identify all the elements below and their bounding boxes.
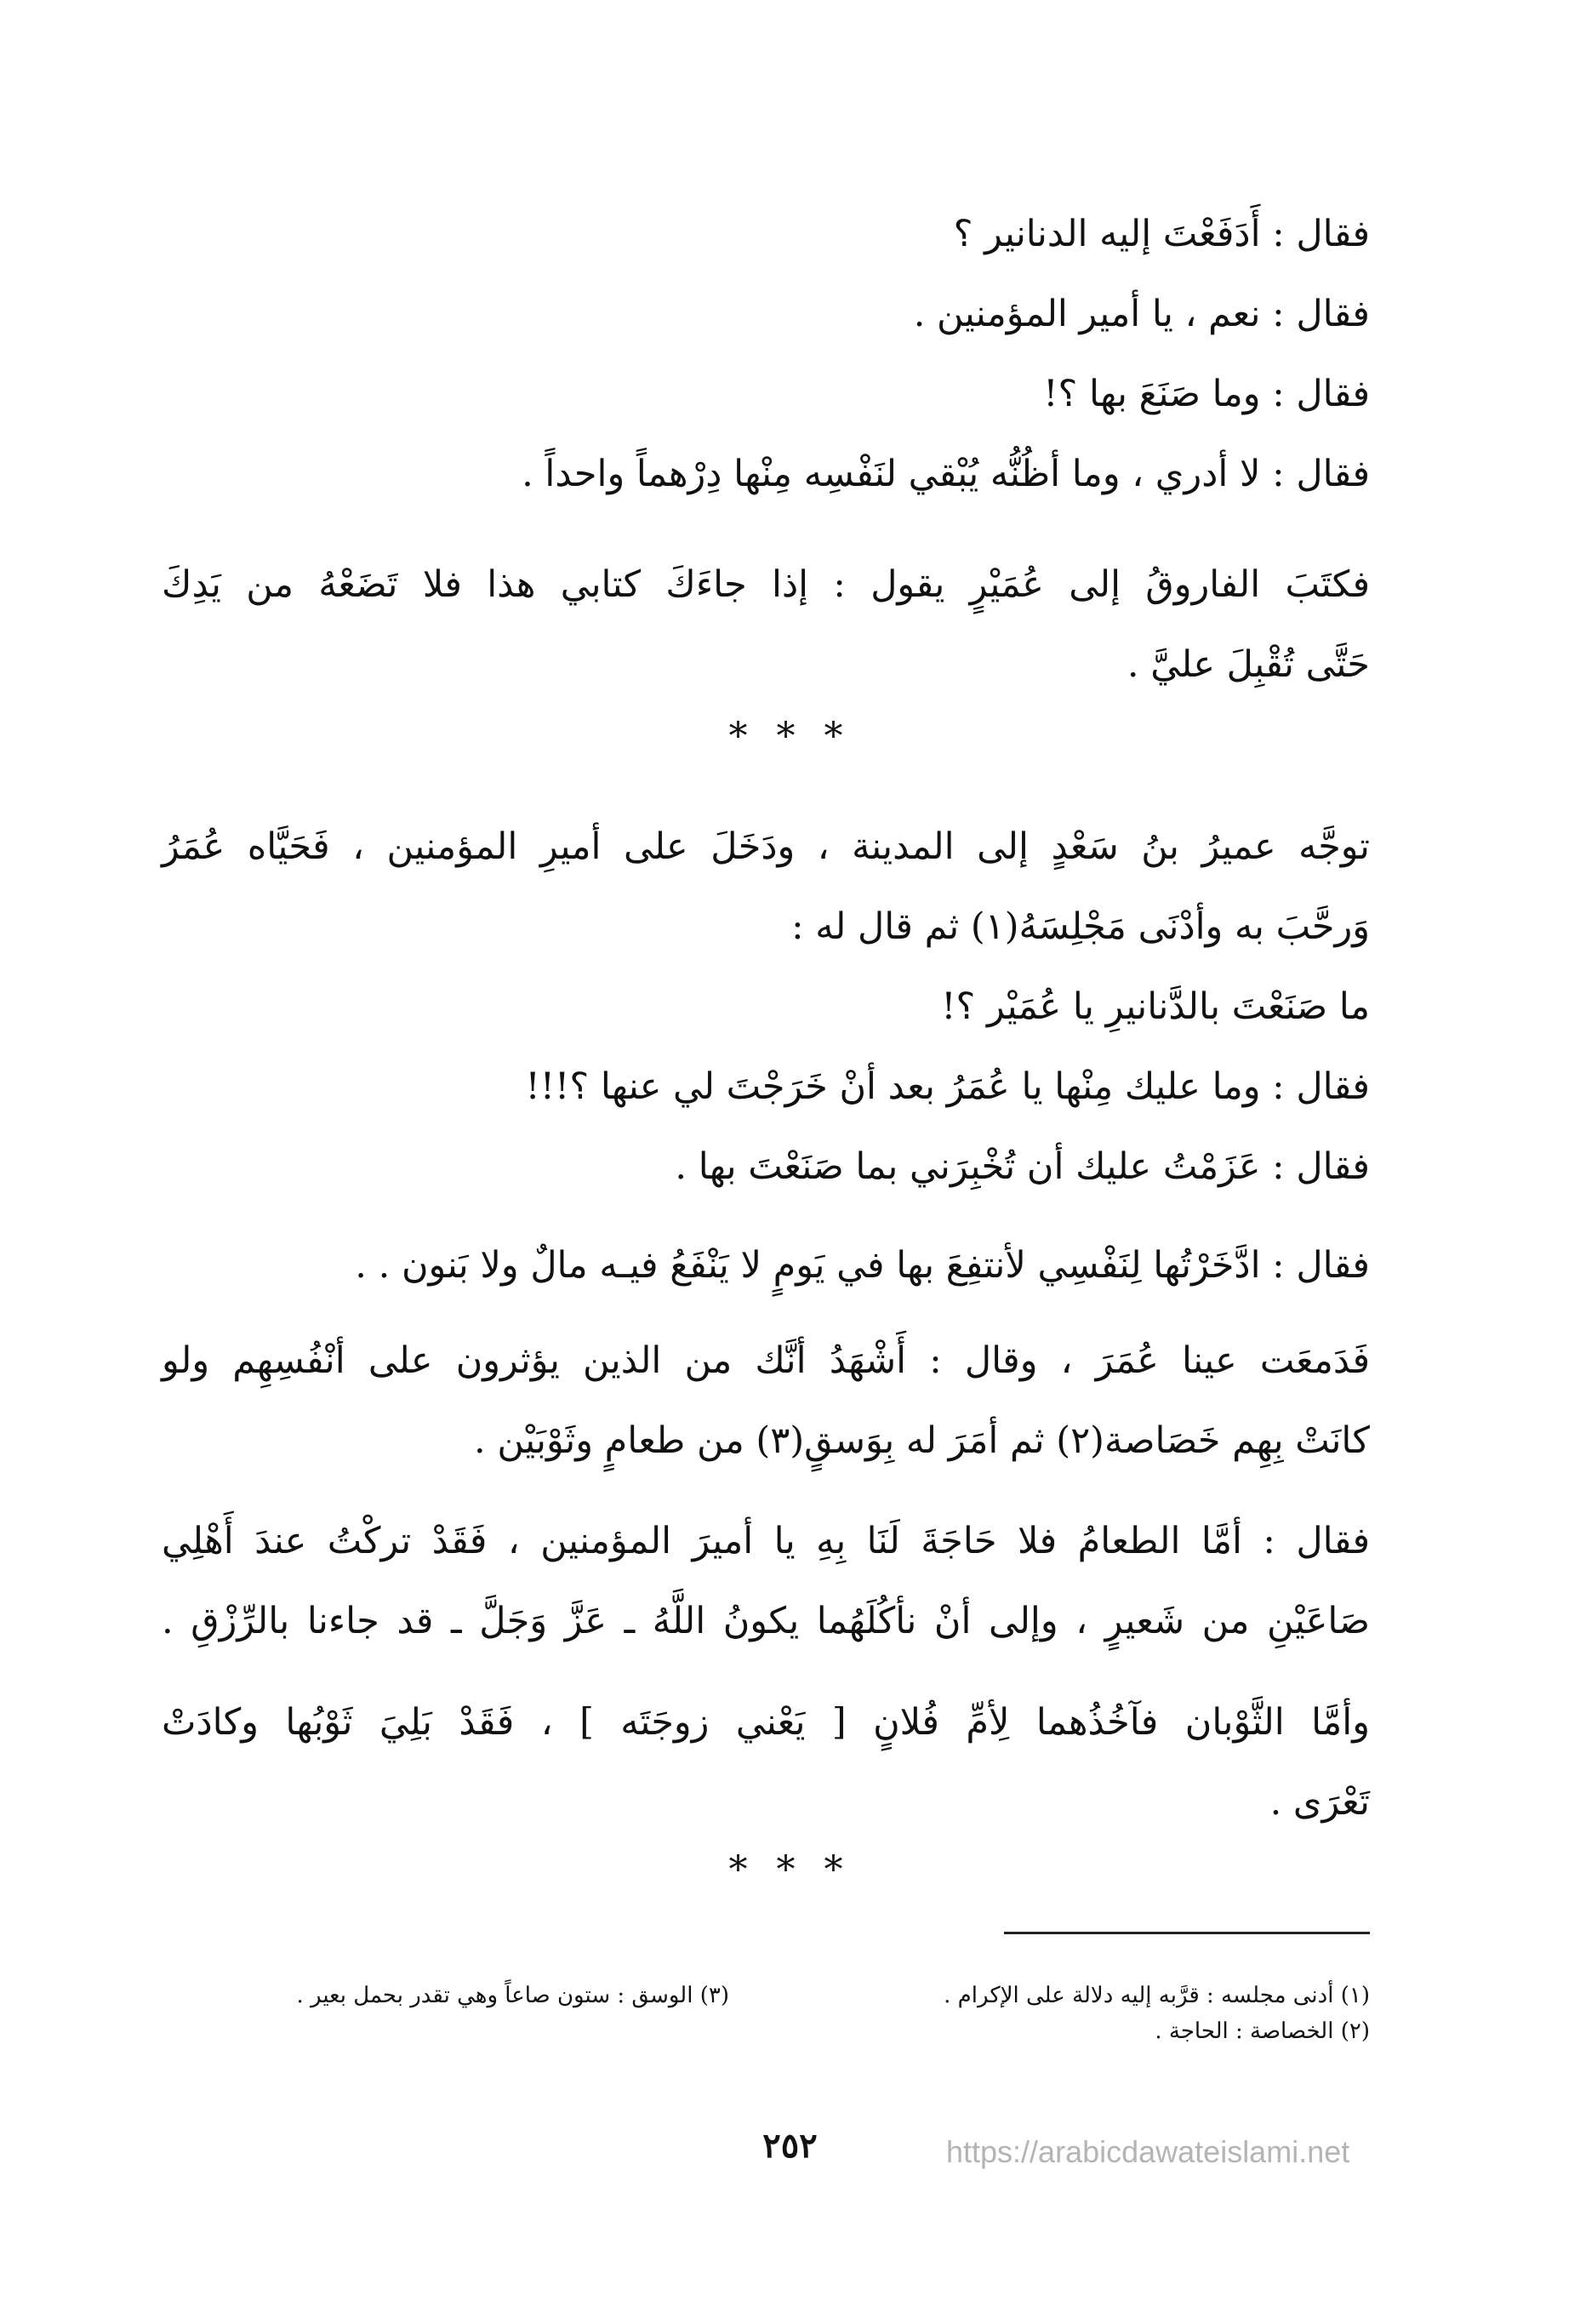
paragraph-garments xyxy=(162,1682,1370,1842)
dialogue-block-1 xyxy=(162,194,1370,514)
section-separator: * * * xyxy=(728,715,852,758)
text-line: توجَّه عميرُ بنُ سَعْدٍ إلى المدينة ، ودَخَلَ على أميرِ المؤمنين ، فَحَيَّاه عُمَرُ xyxy=(162,825,1370,868)
text-line: فَدَمعَت عينا عُمَرَ ، وقال : أَشْهَدُ أنَّك من الذين يؤثرون على أنْفُسِهِم ولو xyxy=(162,1339,1370,1382)
text-line: كانَتْ بِهِم خَصَاصة(٢) ثم أمَرَ له بِوَسقٍ(٣) من طعامٍ وثَوْبَيْن . xyxy=(474,1419,1370,1462)
text-line: فقال : وما صَنَعَ بها ؟! xyxy=(1043,373,1370,415)
footnote-2: (٢) الخصاصة : الحاجة . xyxy=(1155,2019,1370,2044)
paragraph-answer xyxy=(162,1225,1370,1305)
text-line: فقال : عَزَمْتُ عليك أن تُخْبِرَني بما صَنَعْتَ بها . xyxy=(675,1145,1370,1188)
text-line: فقال : أَدَفَعْتَ إليه الدنانير ؟ xyxy=(953,213,1370,255)
footnote-1: (١) أدنى مجلسه : قرَّبه إليه دلالة على الإكرام . xyxy=(944,1983,1370,2008)
paragraph-arrival xyxy=(162,807,1370,1207)
footnote-3: (٣) الوسق : ستون صاعاً وهي تقدر بحمل بعير . xyxy=(296,1983,729,2008)
text-line: صَاعَيْنِ من شَعيرٍ ، وإلى أنْ نأكُلَهُما يكونُ اللَّهُ ـ عَزَّ وَجَلَّ ـ قد جاءنا بالرِّزْقِ . xyxy=(162,1600,1370,1642)
text-line: وأمَّا الثَّوْبان فآخُذُهما لِأمِّ فُلانٍ [ يَعْني زوجَتَه ] ، فَقَدْ بَلِيَ ثَوْبُها وكادَتْ xyxy=(162,1701,1370,1744)
text-line: فقال : ادَّخَرْتُها لِنَفْسِي لأنتفِعَ بها في يَومٍ لا يَنْفَعُ فيـه مالٌ ولا بَنون . . xyxy=(355,1244,1370,1287)
text-line: فقال : أمَّا الطعامُ فلا حَاجَةَ لَنَا بِهِ يا أميرَ المؤمنين ، فَقَدْ تركْتُ عندَ أَهْلِي xyxy=(162,1520,1370,1562)
text-line: حَتَّى تُقْبِلَ عليَّ . xyxy=(1127,643,1370,686)
text-line: فكتَبَ الفاروقُ إلى عُمَيْرٍ يقول : إذا جاءَكَ كتابي هذا فلا تَضَعْهُ من يَدِكَ xyxy=(162,563,1370,606)
text-line: وَرحَّبَ به وأدْنَى مَجْلِسَهُ(١) ثم قال له : xyxy=(791,905,1370,948)
section-separator: * * * xyxy=(728,1848,852,1892)
paragraph-letter xyxy=(162,545,1370,705)
paragraph-food xyxy=(162,1501,1370,1661)
text-line: تَعْرَى . xyxy=(1269,1781,1370,1824)
paragraph-tears xyxy=(162,1321,1370,1481)
watermark-url: https://arabicdawateislami.net xyxy=(946,2134,1350,2169)
text-line: فقال : نعم ، يا أمير المؤمنين . xyxy=(913,293,1370,335)
text-line: فقال : لا أدري ، وما أظُنُّه يُبْقي لنَفْسِه مِنْها دِرْهماً واحداً . xyxy=(522,453,1370,495)
text-line: فقال : وما عليك مِنْها يا عُمَرُ بعد أنْ خَرَجْتَ لي عنها ؟!!! xyxy=(525,1065,1370,1108)
text-line: ما صَنَعْتَ بالدَّنانيرِ يا عُمَيْر ؟! xyxy=(941,985,1370,1028)
footnote-rule xyxy=(1004,1932,1370,1934)
page-number: ٢٥٢ xyxy=(762,2126,818,2166)
